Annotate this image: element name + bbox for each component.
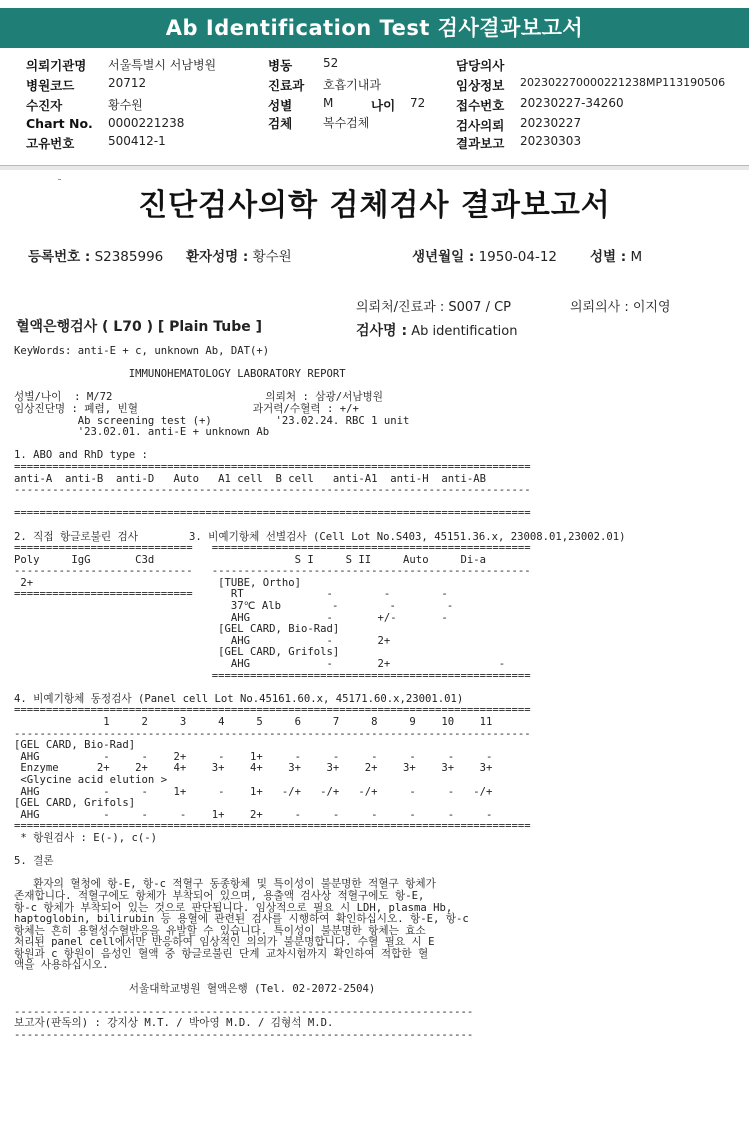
- sex-label: 성별 :: [590, 249, 627, 265]
- section-divider: [0, 165, 749, 170]
- info-label: 담당의사: [456, 58, 505, 73]
- info-value: M: [323, 96, 334, 110]
- info-value: 500412-1: [108, 134, 166, 148]
- dob-value: 1950-04-12: [478, 249, 558, 265]
- dob-label: 생년월일 :: [412, 249, 475, 265]
- sex-value: M: [630, 249, 643, 265]
- exam-name: [356, 320, 517, 340]
- patient-name: [186, 245, 292, 265]
- info-label: 고유번호: [26, 136, 75, 151]
- info-value: 복수검체: [323, 116, 370, 130]
- report-body: KeyWords: anti-E + c, unknown Ab, DAT(+) IMMUNOHEMATOLOGY LABORATORY REPORT 성별/나이 : M/72 의뢰처 : 삼광/서남병원 임상진단명 : 폐렴, 빈혈 과거력/수혈력 : +/+ Ab screening test (+) '23.02.24. RBC 1 unit '23.02.01. anti-E + unknown Ab 1. ABO and RhD type : ================================================================================= anti-A anti-B anti-D Auto A1 cell B cell anti-A1 anti-H anti-AB --------------------------------------------------------------------------------- ================================================================================= 2. 직접 항글로불린 검사 3. 비예기항체 선별검사 (Cell Lot No.S403, 45151.36.x, 23008.01,23002.01) ============================ ================================================== Poly IgG C3d S I S II Auto Di-a ---------------------------- -------------------------------------------------- 2+ [TUBE, Ortho] ============================ RT - - - 37℃ Alb - - - AHG - +/- - [GEL CARD, Bio-Rad] AHG - 2+ [GEL CARD, Grifols] AHG - 2+ - ================================================== 4. 비예기항체 동정검사 (Panel cell Lot No.45161.60.x, 45171.60.x,23001.01) ================================================================================= 1 2 3 4 5 6 7 8 9 10 11 --------------------------------------------------------------------------------- [GEL CARD, Bio-Rad] AHG - - 2+ - 1+ - - - - - - Enzyme 2+ 2+ 4+ 3+ 4+ 3+ 3+ 2+ 3+ 3+ 3+ <Glycine acid elution > AHG - - 1+ - 1+ -/+ -/+ -/+ - - -/+ [GEL CARD, Grifols] AHG - - - 1+ 2+ - - - - - - ================================================================================= * 항원검사 : E(-), c(-) 5. 결론 환자의 혈청에 항-E, 항-c 적혈구 동종항체 및 특이성이 불분명한 적혈구 항체가 존재합니다. 적혈구에도 항체가 부착되어 있으며, 용출액 검사상 적혈구에도 항-E, 항-c 항체가 부착되어 있는 것으로 판단됩니다. 임상적으로 필요 시 LDH, plasma Hb, haptoglobin, bilirubin 등 용혈에 관련된 검사를 시행하여 확인하십시오. 항-E, 항-c 항체는 흔히 용혈성수혈반응을 유발할 수 있습니다. 특이성이 불분명한 항체는 효소 처리된 panel cell에서만 반응하여 임상적인 의의가 불분명합니다. 수혈 필요 시 E 항원과 c 항원이 음성인 혈액 중 항글로불린 단계 교차시험까지 확인하여 적합한 혈 액을 사용하십시오. 서울대학교병원 혈액은행 (Tel. 02-2072-2504) ------------------------------------------------------------------------ 보고자(판독의) : 강지상 M.T. / 박아영 M.D. / 김형석 M.D. ------------------------------------------------------------------------: [14, 345, 626, 1042]
- info-value: 20230227: [520, 116, 582, 130]
- info-value: 황수원: [108, 98, 143, 112]
- patient-sex: [590, 245, 642, 265]
- info-value: 52: [323, 56, 339, 70]
- report-title: 진단검사의학 검체검사 결과보고서: [138, 188, 611, 223]
- info-value: 72: [410, 96, 426, 110]
- info-value: 20230303: [520, 134, 582, 148]
- info-value: 20230227000022123​8MP113190506: [520, 76, 726, 89]
- info-label: 접수번호: [456, 98, 505, 113]
- info-label: 병동: [268, 58, 293, 73]
- test-name: 혈액은행검사 ( L70 ) [ Plain Tube ]: [16, 319, 263, 335]
- info-label: 임상정보: [456, 78, 505, 93]
- report-header-title: Ab Identification Test 검사결과보고서: [0, 8, 749, 48]
- info-value: 20712: [108, 76, 147, 90]
- info-value: 0000221238: [108, 116, 185, 130]
- reg-value: S2385996: [94, 249, 164, 265]
- info-label: 진료과: [268, 78, 305, 93]
- requesting-doctor: 의뢰의사 : 이지영: [570, 300, 671, 315]
- patient-info-panel: [0, 52, 749, 164]
- info-label: 수진자: [26, 98, 63, 113]
- date-of-birth: [412, 245, 557, 265]
- info-value: 서울특별시 서남병원: [108, 58, 217, 72]
- info-label: 검사의뢰: [456, 118, 505, 133]
- info-label: Chart No.: [26, 116, 93, 131]
- info-label: 결과보고: [456, 136, 505, 151]
- info-value: 호흡기내과: [323, 78, 381, 92]
- info-label: 병원코드: [26, 78, 75, 93]
- name-label: 환자성명 :: [186, 249, 249, 265]
- info-label: 나이: [371, 98, 396, 113]
- info-label: 의뢰기관명: [26, 58, 87, 73]
- name-value: 황수원: [252, 249, 292, 265]
- reg-label: 등록번호 :: [28, 249, 91, 265]
- exam-value: Ab identification: [411, 324, 518, 339]
- info-label: 검체: [268, 116, 293, 131]
- department: 의뢰처/진료과 : S007 / CP: [356, 300, 511, 315]
- info-value: 20230227-34260: [520, 96, 624, 110]
- info-label: 성별: [268, 98, 293, 113]
- registration-number: [28, 245, 163, 265]
- exam-label: 검사명 :: [356, 323, 408, 339]
